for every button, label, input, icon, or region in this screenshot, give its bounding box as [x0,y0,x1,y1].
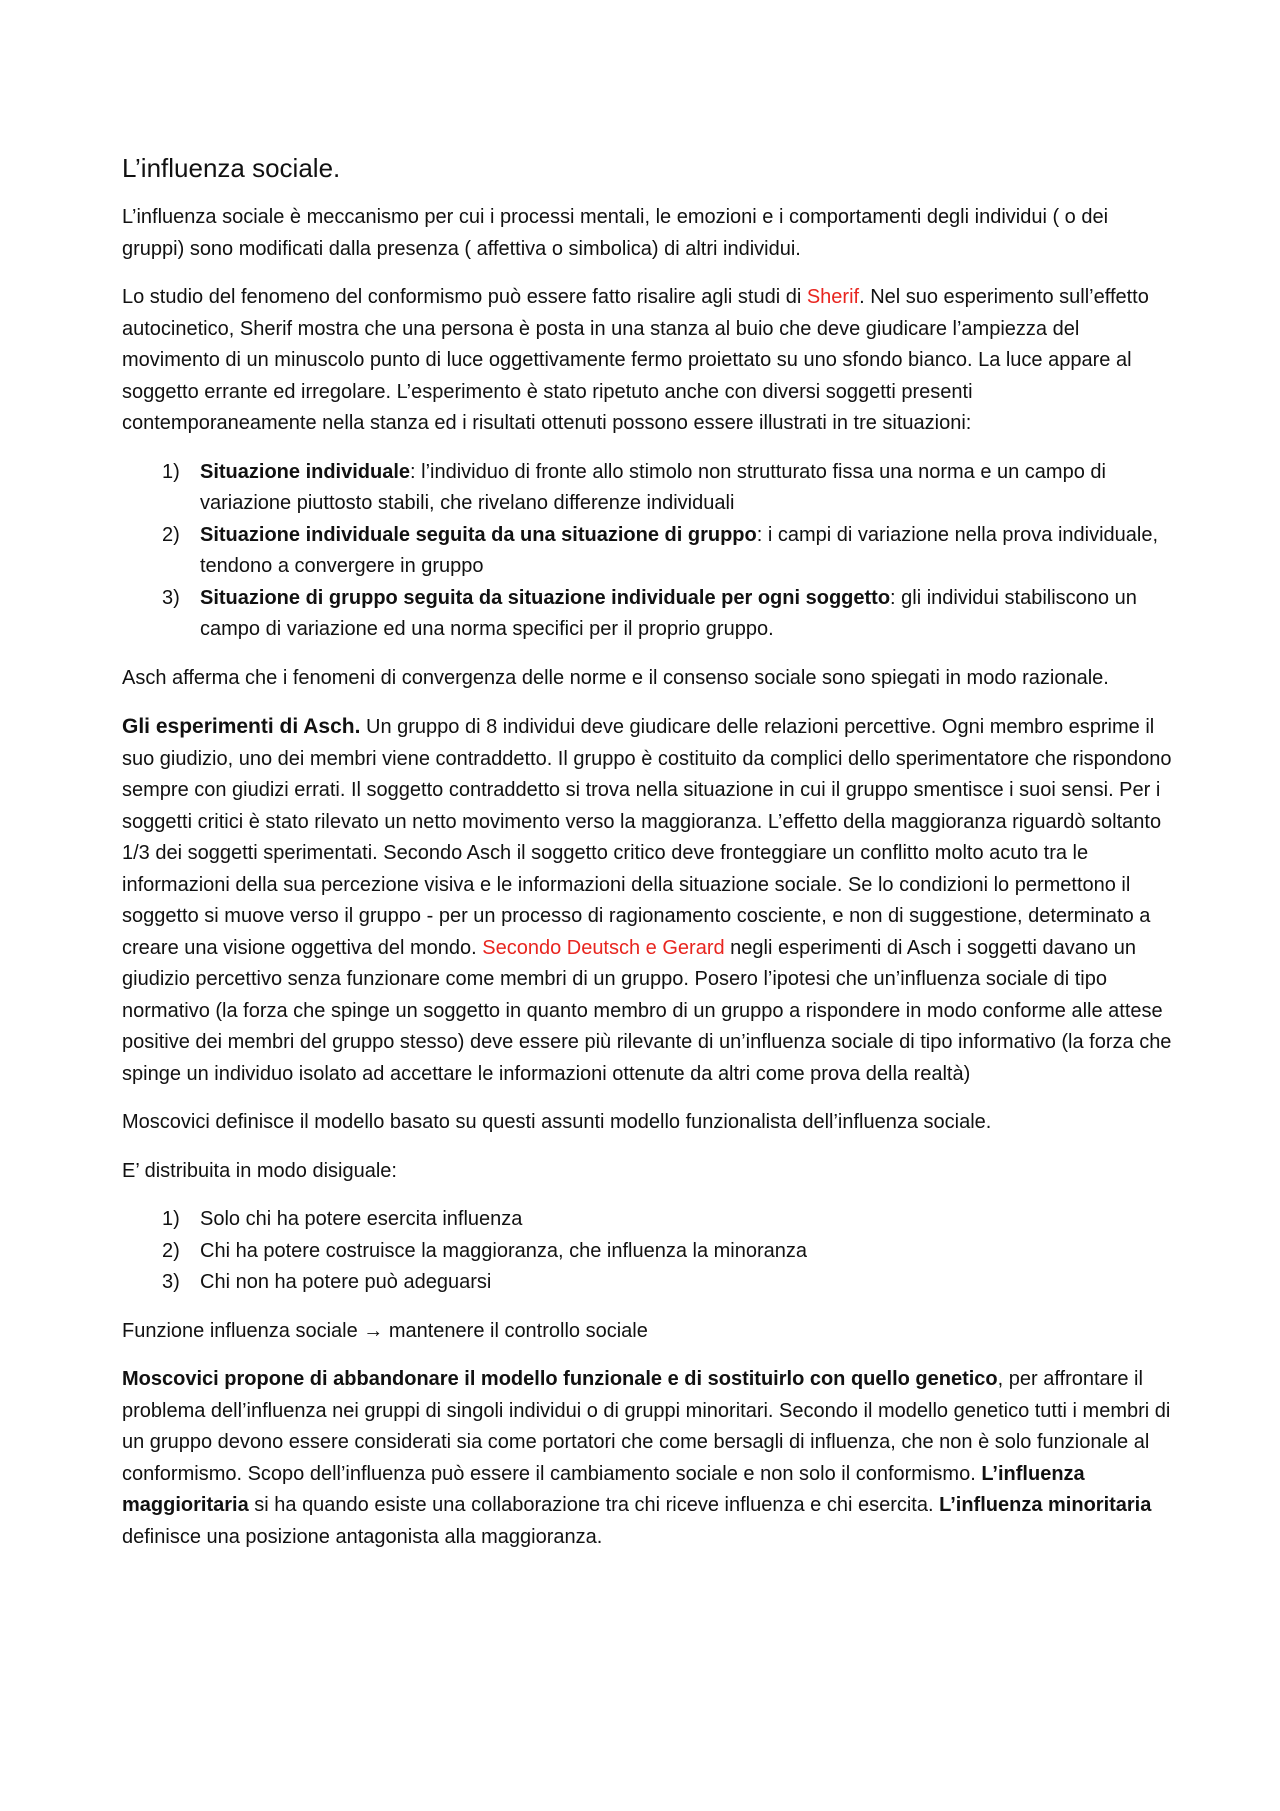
highlight-deutsch-gerard: Secondo Deutsch e Gerard [482,936,725,959]
bold-run: L’influenza maggioritaria [122,1462,1085,1516]
text-run: negli esperimenti di Asch i soggetti davano un giudizio percettivo senza funzionare come membri di un gruppo. Posero l’ipotesi che un’influenza sociale di tipo normativo (la forza che spinge un soggetto in quanto membro di un gruppo a rispondere in modo conforme alle attese positive dei membri del gruppo stesso) deve essere più rilevante di un’influenza sociale di tipo informativo (la forza che spinge un individuo isolato ad accettare le informazioni ottenute da altri come prova della realtà) [122,936,1172,1085]
list-item-text: : gli individui stabiliscono un campo di variazione ed una norma specifici per il proprio gruppo. [200,586,1137,640]
bold-run: L’influenza minoritaria [939,1494,1152,1516]
text-run: mantenere il controllo sociale [383,1319,648,1342]
list-item-text: Chi non ha potere può adeguarsi [200,1271,492,1293]
list-number: 2) [162,523,180,546]
list-item-bold: Situazione individuale [200,460,411,483]
text-run: si ha quando esiste una collaborazione tra chi riceve influenza e chi esercita. [248,1494,940,1516]
text-run: , per affrontare il problema dell’influenza nei gruppi di singoli individui o di gruppi minoritari. Secondo il modello genetico tutti i membri di un gruppo devono essere considerati sia come portatori che come bersagli di influenza, che non è solo funzionale al conformismo. Scopo dell’influenza può essere il cambiamento sociale e non solo il conformismo. [122,1368,1171,1485]
paragraph-definition: L’influenza sociale è meccanismo per cui i processi mentali, le emozioni e i comportamenti degli individui ( o dei gruppi) sono modificati dalla presenza ( affettiva o simbolica) di altri individui. [122,206,1109,260]
list-item-bold: Situazione di gruppo seguita da situazione individuale per ogni soggetto [200,586,891,609]
section-heading-asch: Gli esperimenti di Asch. [122,715,361,738]
paragraph-distribution: E’ distribuita in modo disiguale: [122,1159,397,1182]
page-title: L’influenza sociale. [122,153,341,183]
paragraph-asch-norms: Asch afferma che i fenomeni di convergenza delle norme e il consenso sociale sono spiegati in modo razionale. [122,666,1109,689]
list-item [122,1267,1172,1299]
text-run: Funzione influenza sociale [122,1319,364,1342]
list-item [122,583,1172,646]
paragraph-sherif [122,282,1172,440]
list-number: 1) [162,1208,180,1230]
text-run: Un gruppo di 8 individui deve giudicare delle relazioni percettive. Ogni membro esprime il suo giudizio, uno dei membri viene contraddetto. Il gruppo è costituito da complici dello sperimentatore che rispondono sempre con giudizi errati. Il soggetto contraddetto si trova nella situazione in cui il gruppo smentisce i suoi sensi. Per i soggetti critici è stato rilevato un netto movimento verso la maggioranza. L’effetto della maggioranza riguardò soltanto 1/3 dei soggetti sperimentati. Secondo Asch il soggetto critico deve fronteggiare un conflitto molto acuto tra le informazioni della sua percezione visiva e le informazioni della situazione sociale. Se lo condizioni lo permettono il soggetto si muove verso il gruppo - per un processo di ragionamento cosciente, e non di suggestione, determinato a creare una visione oggettiva del mondo. [122,716,1172,959]
numbered-list-situations [122,457,1172,646]
paragraph-genetic-model [122,1364,1172,1553]
text-run: Lo studio del fenomeno del conformismo può essere fatto risalire agli studi di [122,286,807,308]
list-item-text: Solo chi ha potere esercita influenza [200,1208,523,1230]
list-item [122,1204,1172,1236]
highlight-sherif: Sherif [806,286,860,308]
paragraph-asch-experiments [122,711,1172,1090]
list-item [122,520,1172,583]
list-item-bold: Situazione individuale seguita da una situazione di gruppo [200,523,757,546]
list-item-text: Chi ha potere costruisce la maggioranza, che influenza la minoranza [200,1239,808,1262]
paragraph-function [122,1316,1172,1348]
text-run: definisce una posizione antagonista alla maggioranza. [122,1525,603,1548]
arrow-right-icon: → [363,1319,384,1342]
list-item-text: : l’individuo di fronte allo stimolo non strutturato fissa una norma e un campo di variazione piuttosto stabili, che rivelano differenze individuali [200,460,1106,514]
list-number: 1) [162,460,180,483]
text-run: . Nel suo esperimento sull’effetto autocinetico, Sherif mostra che una persona è posta in una stanza al buio che deve giudicare l’ampiezza del movimento di un minuscolo punto di luce oggettivamente fermo proiettato su uno sfondo bianco. La luce appare al soggetto errante ed irregolare. L’esperimento è stato ripetuto anche con diversi soggetti presenti contemporaneamente nella stanza ed i risultati ottenuti possono essere illustrati in tre situazioni: [122,286,1149,434]
list-number: 3) [162,586,180,609]
list-number: 2) [162,1239,180,1262]
list-item [122,457,1172,520]
list-item [122,1236,1172,1268]
paragraph-moscovici-model: Moscovici definisce il modello basato su questi assunti modello funzionalista dell’influenza sociale. [122,1111,992,1133]
bold-run: Moscovici propone di abbandonare il modello funzionale e di sostituirlo con quello genetico [122,1368,998,1390]
list-item-text: : i campi di variazione nella prova individuale, tendono a convergere in gruppo [200,523,1159,577]
list-number: 3) [162,1271,180,1293]
numbered-list-power [122,1204,1172,1299]
